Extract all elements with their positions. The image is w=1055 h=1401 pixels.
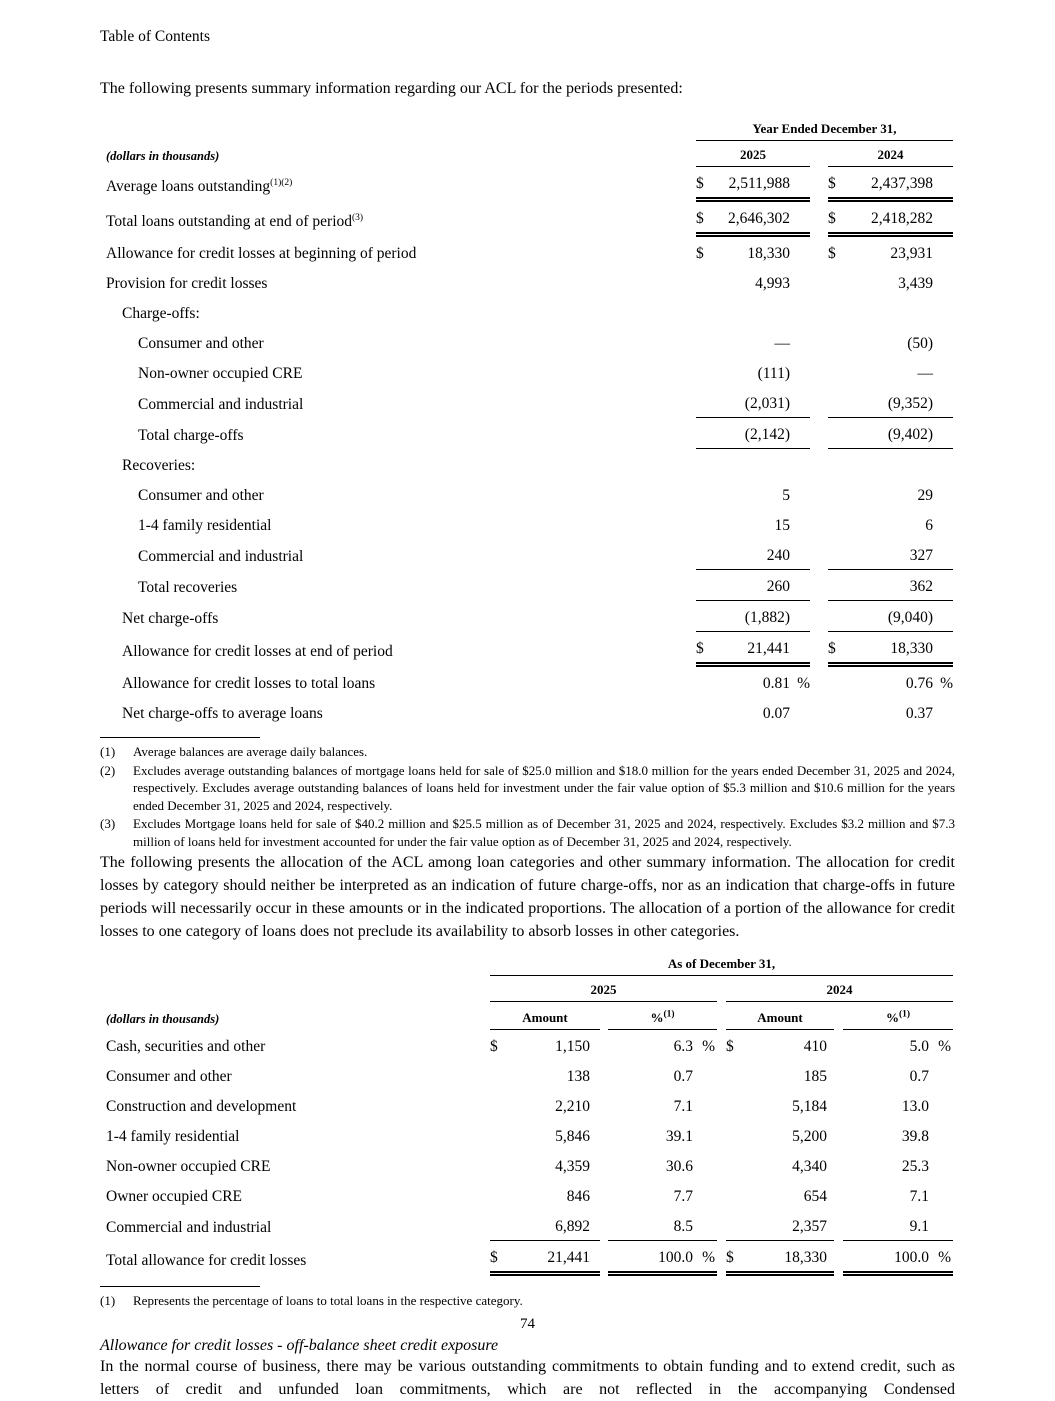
table-row [100,327,953,357]
footnote [100,1292,955,1310]
percent-cell: 25.3 [901,1158,930,1175]
dollar-sign [490,1180,506,1210]
row-label: Owner occupied CRE [106,1188,243,1205]
dollar-sign [726,1090,742,1120]
percent-cell: 30.6 [665,1158,693,1175]
row-label: Commercial and industrial [138,547,304,565]
value-cell [846,297,953,327]
value-cell: 18,330 [747,245,790,262]
dollar-sign [828,327,846,357]
percent-cell: 8.5 [608,1210,717,1241]
dollar-sign [696,387,714,418]
amount-cell: 654 [803,1188,827,1205]
value-cell: 327 [846,539,953,570]
value-cell [714,449,810,480]
acl-allocation-table [100,952,953,1276]
dollar-sign [696,539,714,570]
amount-cell: 410 [803,1038,827,1055]
percent-cell: 6.3 % [673,1038,715,1055]
footnote-text: Excludes Mortgage loans held for sale of $40.2 million and $25.5 million as of December 31, 2025 and 2024, respectively. Excludes $3.2 million and $7.3 million of loans held for investment accounted for under the fair value option as of December 31, 2025 and 2024, respectively. [133,816,955,849]
dollar-sign [828,570,846,601]
value-cell: (2,031) [714,387,810,418]
percent-cell: 0.7 [909,1068,930,1085]
footnote [100,815,955,850]
value-cell: (9,352) [846,387,953,418]
row-label: 1-4 family residential [138,517,272,534]
footnote-number: (3) [100,816,116,831]
table-row [100,570,953,601]
dollar-sign [828,418,846,449]
value-cell: 23,931 [890,245,934,262]
percent-cell: 100.0 % [608,1241,717,1274]
amount-cell: 18,330 [742,1241,834,1274]
dollar-sign [696,665,714,698]
dollar-sign [696,509,714,539]
dollar-sign [726,1120,742,1150]
footnote-number: (2) [100,762,116,778]
dollar-sign: $ [828,167,846,200]
table-row [100,509,953,539]
dollar-sign: $ [490,1038,498,1055]
table-row [100,357,953,387]
dollar-sign [696,357,714,387]
dollar-sign [696,601,714,632]
table-header-row [100,976,953,1002]
value-cell: (9,402) [846,418,953,449]
dollar-sign [696,297,714,327]
allocation-paragraph: The following presents the allocation of the ACL among loan categories and other summary information. The allocation for credit losses by category should neither be interpreted as an indication of future charge-offs, nor as an indication that charge-offs in future periods will necessarily occur in these amounts or in the indicated proportions. The allocation of a portion of the allowance for credit losses to one category of loans does not preclude its availability to absorb losses in other categories. [100,854,955,940]
row-label: Charge-offs: [122,305,200,322]
page-number: 74 [520,1316,535,1332]
intro-paragraph: The following presents summary information regarding our ACL for the periods presented: [100,80,683,97]
percent-cell: 9.1 [843,1210,953,1241]
percent-cell: 5.0 % [909,1038,952,1055]
period-header: As of December 31, [490,952,953,976]
footnote-separator [100,737,260,738]
table-header-row [100,141,953,167]
value-cell: 0.07 [762,705,790,722]
value-cell: (50) [907,335,934,352]
row-label: Consumer and other [138,335,264,352]
row-label: Recoveries: [122,457,196,474]
value-cell: — [774,335,790,352]
row-label: Net charge-offs to average loans [122,705,323,722]
acl-summary-table [100,117,953,727]
dollar-sign [828,479,846,509]
value-cell: (1,882) [714,601,810,632]
dollar-sign: $ [490,1241,506,1274]
value-cell: 3,439 [898,275,934,292]
amount-cell: 2,210 [555,1098,590,1115]
footnote [100,762,955,815]
table-row [100,1210,953,1241]
dollar-sign [696,570,714,601]
table-row [100,665,953,698]
row-label: Consumer and other [138,487,264,504]
percent-cell: 7.1 [673,1098,693,1115]
table-row [100,449,953,480]
value-cell [714,297,810,327]
row-label: Non-owner occupied CRE [138,365,303,382]
amount-header: Amount [726,1002,834,1030]
amount-cell: 185 [803,1068,827,1085]
row-label: Provision for credit losses [106,275,268,292]
percent-cell: 100.0 % [843,1241,953,1274]
dollar-sign [726,1180,742,1210]
value-cell: 29 [917,487,934,504]
table-row [100,1030,953,1061]
row-label: Total allowance for credit losses [106,1251,307,1269]
row-label: Commercial and industrial [106,1218,272,1236]
row-label: Non-owner occupied CRE [106,1158,271,1175]
value-cell: (9,040) [846,601,953,632]
row-label: Cash, securities and other [106,1038,266,1055]
dollar-sign: $ [696,200,714,235]
amount-cell: 6,892 [506,1210,600,1241]
table-row [100,235,953,268]
table-row [100,297,953,327]
value-cell: (111) [757,365,790,382]
acl-summary-table-body [100,167,953,728]
units-label: (dollars in thousands) [106,1011,220,1026]
dollar-sign [490,1120,506,1150]
footnotes-table2 [100,1292,955,1310]
dollar-sign [490,1150,506,1180]
value-cell: 21,441 [714,632,810,665]
table-header-row [100,952,953,976]
table-row [100,387,953,418]
row-label: Allowance for credit losses at end of period [122,642,393,660]
amount-cell: 2,357 [742,1210,834,1241]
table-row [100,1150,953,1180]
pct-header: %$^{(1)}$ [608,1002,717,1030]
value-cell: 260 [714,570,810,601]
value-cell: 0.76 % [905,675,954,692]
dollar-sign: $ [696,632,714,665]
amount-cell: 846 [566,1188,590,1205]
dollar-sign [828,387,846,418]
dollar-sign: $ [726,1038,734,1055]
footnote-separator [100,1286,260,1287]
row-label: Net charge-offs [122,609,219,627]
year-header-2025: 2025 [696,141,810,167]
footnote-text: Average balances are average daily balances. [133,744,368,759]
table-header-row [100,1002,953,1030]
value-cell: 2,646,302 [714,200,810,235]
closing-paragraph: In the normal course of business, there may be various outstanding commitments to obtain funding and to extend credit, such as letters of credit and unfunded loan commitments, which are not reflected in the accompanying Condensed [100,1357,955,1398]
row-label: Average loans outstanding$^{(1)(2)}$ [106,177,293,195]
amount-cell: 5,200 [792,1128,827,1145]
dollar-sign [828,665,846,698]
footnote-text: Excludes average outstanding balances of mortgage loans held for sale of $25.0 million and $18.0 million for the years ended December 31, 2025 and 2024, respectively. Excludes average outstanding balances of loans held for investment under the fair value option of $5.3 million and $10.6 million for the years ended December 31, 2025 and 2024, respectively. [133,762,955,813]
row-label: Consumer and other [106,1068,232,1085]
dollar-sign [490,1090,506,1120]
dollar-sign: $ [696,245,704,262]
dollar-sign [828,449,846,480]
pct-header: %$^{(1)}$ [843,1002,953,1030]
value-cell: 18,330 [846,632,953,665]
table-row [100,632,953,665]
footnote-text: Represents the percentage of loans to total loans in the respective category. [133,1293,523,1308]
table-row [100,1180,953,1210]
value-cell: 0.37 [905,705,934,722]
acl-allocation-table-body [100,1030,953,1274]
dollar-sign [726,1060,742,1090]
value-cell: 2,437,398 [846,167,953,200]
dollar-sign [696,479,714,509]
dollar-sign [490,1210,506,1241]
table-row [100,267,953,297]
percent-cell: 13.0 [901,1098,930,1115]
percent-cell: 7.7 [673,1188,693,1205]
table-row [100,479,953,509]
dollar-sign [828,601,846,632]
value-cell: — [917,365,934,382]
year-header-2025: 2025 [490,976,717,1002]
footnotes-table1 [100,743,955,850]
year-header-2024: 2024 [726,976,953,1002]
footnote-number: (1) [100,744,116,759]
footnote [100,743,955,761]
dollar-sign [828,357,846,387]
table-header-row [100,117,953,141]
row-label: Commercial and industrial [138,395,304,413]
dollar-sign: $ [828,200,846,235]
row-label: 1-4 family residential [106,1128,240,1145]
value-cell: 6 [925,517,934,534]
row-label: Allowance for credit losses at beginning of period [106,245,417,262]
table-row [100,1090,953,1120]
dollar-sign [726,1210,742,1241]
dollar-sign [696,697,714,727]
amount-cell: 138 [566,1068,590,1085]
dollar-sign [828,539,846,570]
percent-cell: 7.1 [909,1188,930,1205]
amount-cell: 1,150 [555,1038,590,1055]
dollar-sign [696,267,714,297]
table-row [100,1241,953,1274]
footnote-number: (1) [100,1293,116,1308]
dollar-sign: $ [828,632,846,665]
value-cell [846,449,953,480]
dollar-sign [696,418,714,449]
amount-cell: 5,184 [792,1098,827,1115]
row-label: Construction and development [106,1098,297,1115]
percent-cell: 39.8 [901,1128,930,1145]
value-cell: 5 [782,487,790,504]
percent-cell: 39.1 [665,1128,693,1145]
amount-cell: 21,441 [506,1241,600,1274]
percent-cell: 0.7 [673,1068,693,1085]
value-cell: 15 [774,517,790,534]
dollar-sign [828,697,846,727]
dollar-sign [696,449,714,480]
value-cell: 2,511,988 [714,167,810,200]
table-row [100,167,953,200]
dollar-sign: $ [828,245,836,262]
year-header-2024: 2024 [828,141,953,167]
period-header: Year Ended December 31, [696,117,953,141]
value-cell: 362 [846,570,953,601]
dollar-sign [828,267,846,297]
table-row [100,539,953,570]
value-cell: (2,142) [714,418,810,449]
amount-cell: 4,340 [792,1158,827,1175]
row-label: Total charge-offs [138,426,244,444]
units-label: (dollars in thousands) [106,148,220,163]
table-row [100,697,953,727]
dollar-sign [490,1060,506,1090]
table-row [100,1120,953,1150]
row-label: Total loans outstanding at end of period$^{(3)}$ [106,212,364,230]
table-row [100,200,953,235]
toc-link: Table of Contents [100,28,210,45]
amount-header: Amount [490,1002,600,1030]
amount-cell: 5,846 [555,1128,590,1145]
dollar-sign [726,1150,742,1180]
value-cell: 240 [714,539,810,570]
amount-cell: 4,359 [555,1158,590,1175]
value-cell: 2,418,282 [846,200,953,235]
dollar-sign: $ [696,167,714,200]
section-heading: Allowance for credit losses - off-balance sheet credit exposure [100,1336,499,1354]
dollar-sign: $ [726,1241,742,1274]
row-label: Allowance for credit losses to total loans [122,675,376,692]
value-cell: 4,993 [755,275,790,292]
dollar-sign [828,297,846,327]
table-row [100,418,953,449]
dollar-sign [696,327,714,357]
dollar-sign [828,509,846,539]
table-row [100,1060,953,1090]
row-label: Total recoveries [138,578,238,596]
value-cell: 0.81 % [762,675,810,692]
table-row [100,601,953,632]
